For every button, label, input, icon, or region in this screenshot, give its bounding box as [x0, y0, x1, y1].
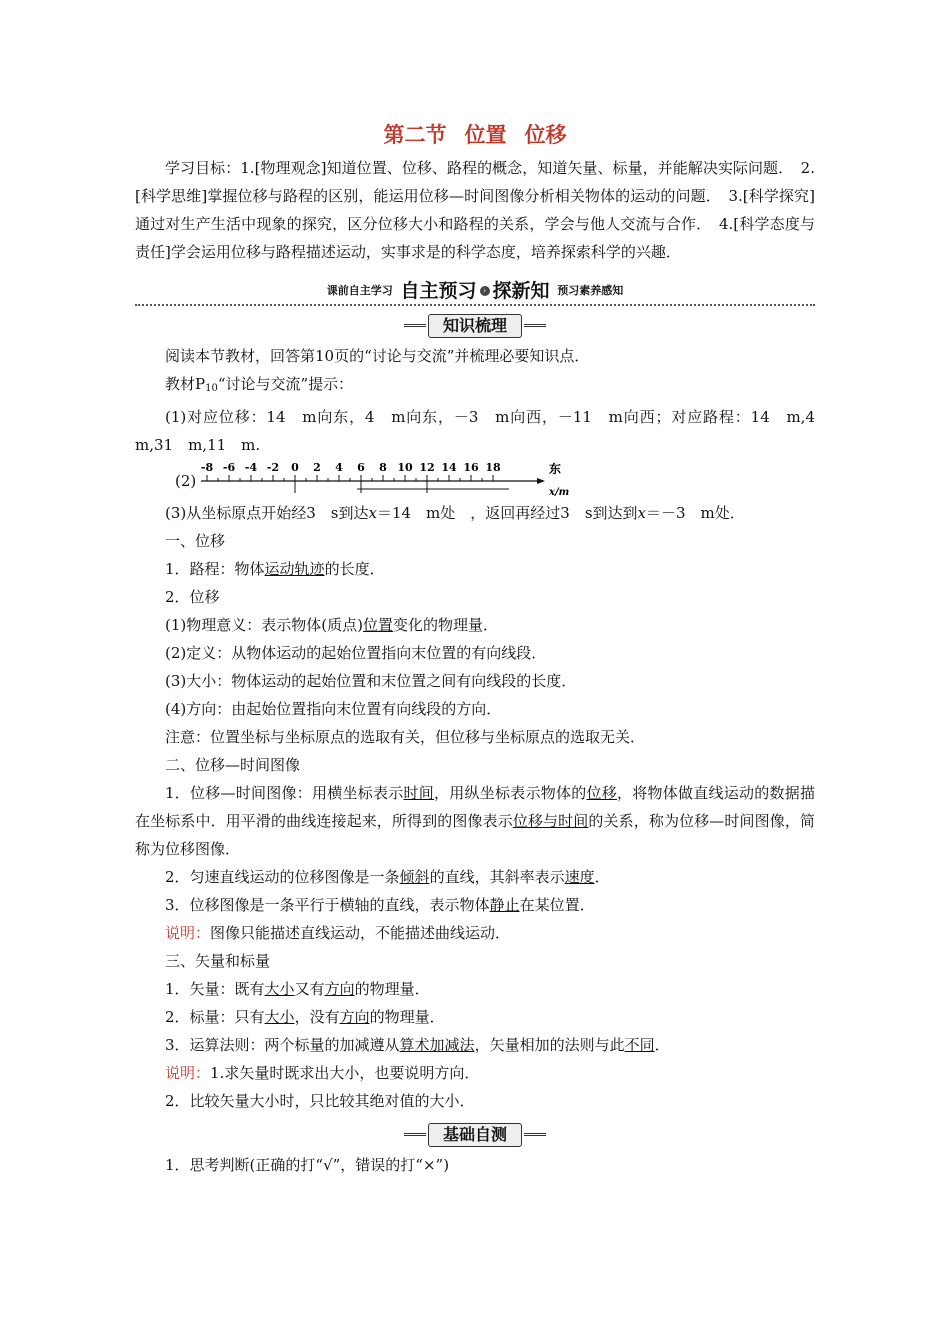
paragraph: 3．运算法则：两个标量的加减遵从算术加减法，矢量相加的法则与此不同．: [165, 1036, 670, 1054]
number-line-row: [135, 459, 815, 499]
tick-label: -4: [244, 461, 258, 474]
paragraph: (3)大小：物体运动的起始位置和末位置之间有向线段的长度．: [165, 672, 577, 690]
banner-title-1: 自主预习: [400, 280, 477, 302]
tick-label: 16: [463, 461, 479, 474]
tick-label: 14: [441, 461, 457, 474]
paragraph: 2．匀速直线运动的位移图像是一条倾斜的直线，其斜率表示速度．: [165, 868, 610, 886]
section-label: 知识梳理: [428, 314, 522, 338]
axis-direction-label: 东: [549, 462, 562, 476]
learning-goals: 学习目标：1.[物理观念]知道位置、位移、路程的概念，知道矢量、标量，并能解决实际问题． 2.[科学思维]掌握位移与路程的区别，能运用位移—时间图像分析相关物体的运动的问题． 3.[科学探究]通过对生产生活中现象的探究，区分位移大小和路程的关系，学会与他人交流与合作． 4.[科学态度与责任]学会运用位移与路程描述运动，实事求是的科学态度，培养探索科学的兴趣．: [135, 159, 815, 261]
paragraph: 说明：图像只能描述直线运动，不能描述曲线运动．: [165, 924, 511, 942]
heading: 一、位移: [165, 532, 226, 550]
paragraph: (4)方向：由起始位置指向末位置有向线段的方向．: [165, 700, 502, 718]
paragraph: 1．路程：物体运动轨迹的长度．: [165, 560, 385, 578]
chevron-right-icon: ›: [480, 286, 490, 296]
axis-unit-label: x/m: [549, 487, 570, 498]
tick-label: -2: [266, 461, 280, 474]
paragraph: 说明：1.求矢量时既求出大小，也要说明方向．: [165, 1064, 480, 1082]
paragraph: (1)对应位移：14 m向东，4 m向东，－3 m向西，－11 m向西；对应路程：14 m,4 m,31 m,11 m.: [135, 408, 831, 454]
tick-label: 10: [397, 461, 413, 474]
section-label: 基础自测: [428, 1123, 522, 1147]
tick-label: -6: [222, 461, 236, 474]
paragraph: 2．标量：只有大小，没有方向的物理量．: [165, 1008, 445, 1026]
banner-title-2: 探新知: [492, 280, 550, 302]
tick-label: 6: [357, 461, 365, 474]
tick-label: 4: [335, 461, 343, 474]
paragraph: (2)定义：从物体运动的起始位置指向末位置的有向线段．: [165, 644, 547, 662]
banner-right: 预习素养感知: [557, 284, 624, 297]
section-heading-knowledge: [135, 312, 815, 338]
paragraph: 注意：位置坐标与坐标原点的选取有关，但位移与坐标原点的选取无关．: [165, 728, 646, 746]
section-banner: [135, 276, 815, 306]
tick-label: 18: [485, 461, 501, 474]
tick-label: 8: [379, 461, 387, 474]
tick-label: -8: [200, 461, 214, 474]
paragraph: (3)从坐标原点开始经3 s到达x＝14 m处 ，返回再经过3 s到达到x＝－3 m处．: [165, 504, 745, 522]
paragraph: 1．位移—时间图像：用横坐标表示时间，用纵坐标表示物体的位移，将物体做直线运动的数据描在坐标系中．用平滑的曲线连接起来，所得到的图像表示位移与时间的关系，称为位移—时间图像，简称为位移图像．: [135, 784, 815, 858]
section-heading-selftest: [135, 1121, 815, 1147]
paragraph: 阅读本节教材，回答第10页的“讨论与交流”并梳理必要知识点．: [165, 347, 590, 365]
paragraph: 1．思考判断(正确的打“√”，错误的打“×”): [165, 1156, 450, 1174]
page-title: [135, 118, 815, 152]
item-number: (2): [175, 472, 197, 490]
tick-label: 0: [291, 461, 299, 474]
paragraph: 2．比较矢量大小时，只比较其绝对值的大小．: [165, 1092, 475, 1110]
paragraph: (1)物理意义：表示物体(质点)位置变化的物理量．: [165, 616, 498, 634]
document-page: [135, 118, 831, 1179]
title-part-3: 位移: [524, 123, 567, 147]
number-line-figure: [197, 459, 617, 499]
paragraph: 3．位移图像是一条平行于横轴的直线，表示物体静止在某位置．: [165, 896, 595, 914]
paragraph: 教材$P_{10}“$讨论与交流”提示：: [165, 375, 354, 394]
paragraph: 1．矢量：既有大小又有方向的物理量．: [165, 980, 430, 998]
banner-left: 课前自主学习: [326, 284, 393, 297]
heading: 二、位移—时间图像: [165, 756, 301, 774]
tick-label: 2: [313, 461, 321, 474]
title-part-2: 位置: [464, 123, 507, 147]
heading: 三、矢量和标量: [165, 952, 271, 970]
tick-label: 12: [419, 461, 435, 474]
title-part-1: 第二节: [383, 123, 447, 147]
paragraph: 2．位移: [165, 588, 220, 606]
